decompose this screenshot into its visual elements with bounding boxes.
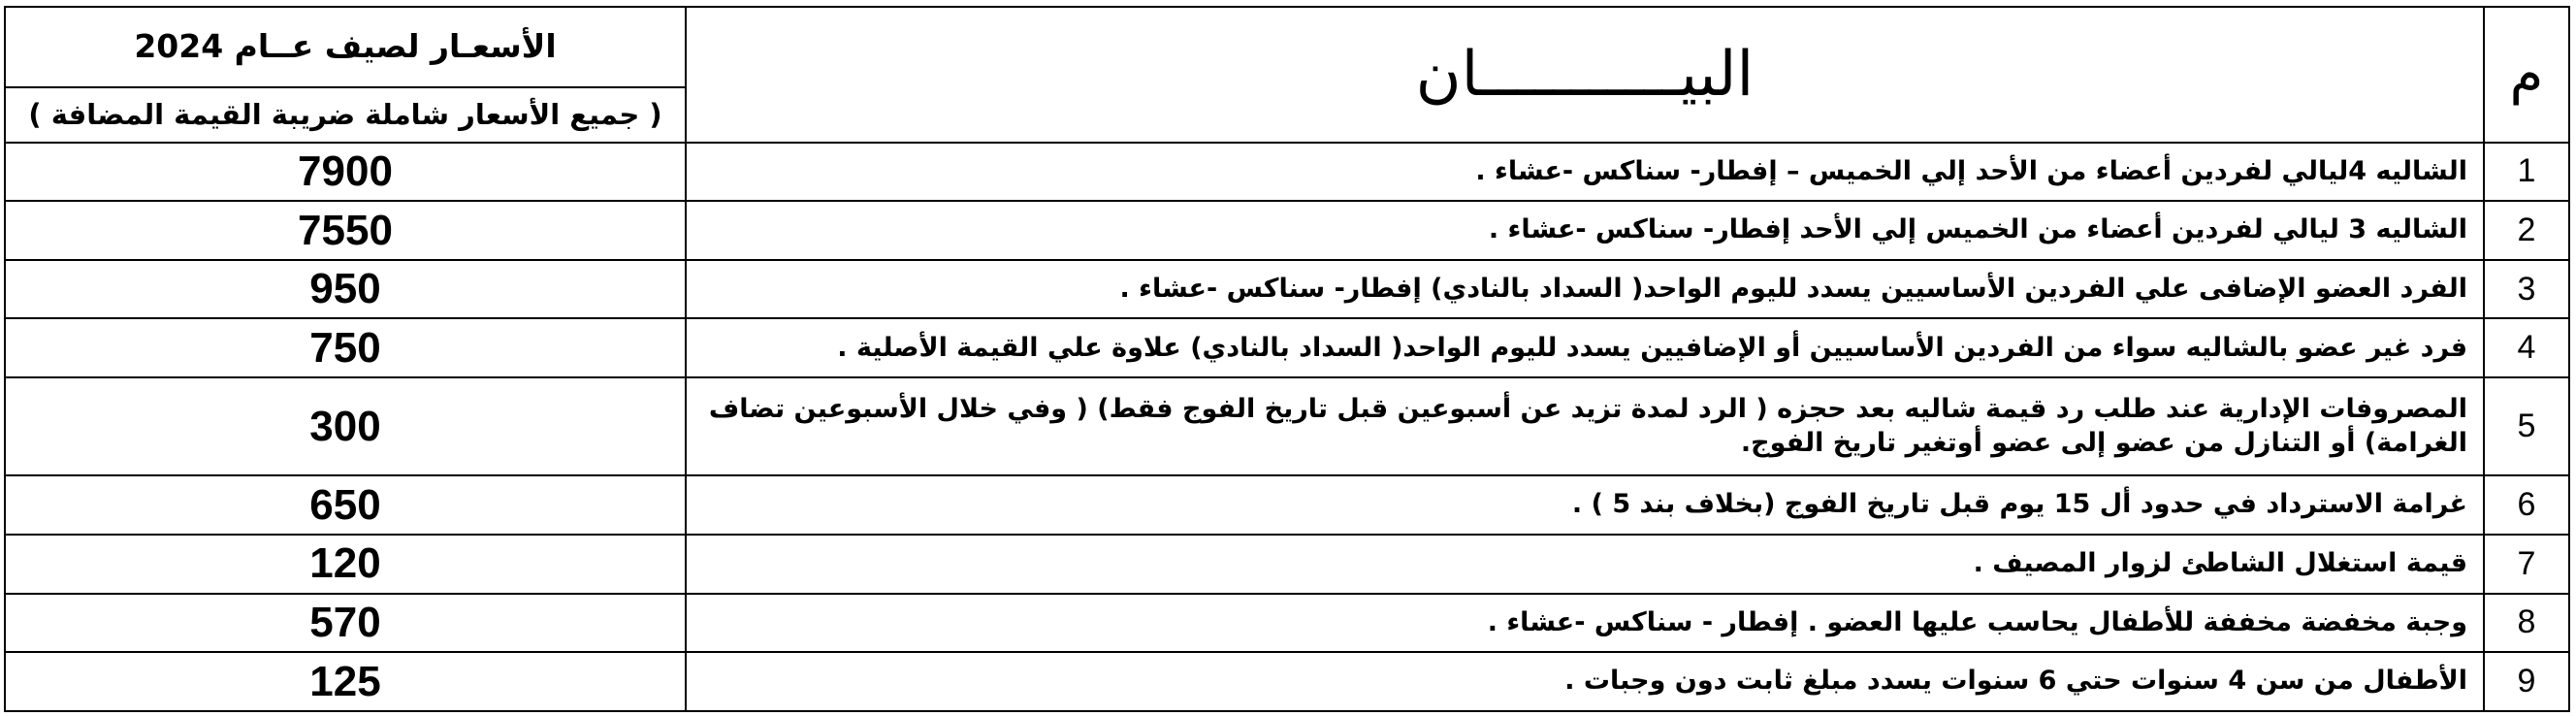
vat-note: ( جميع الأسعار شاملة ضريبة القيمة المضافة )	[5, 87, 686, 143]
table-row	[5, 143, 2569, 202]
row-number-cell: 7	[2484, 535, 2569, 594]
price-cell: 570	[5, 594, 686, 653]
table-row	[5, 652, 2569, 711]
table-row	[5, 318, 2569, 377]
price-cell: 300	[5, 377, 686, 475]
row-number-cell: 2	[2484, 201, 2569, 260]
price-cell: 950	[5, 260, 686, 319]
description-cell: قيمة استغلال الشاطئ لزوار المصيف .	[686, 535, 2484, 594]
description-column-title: البيـــــــــــان	[686, 7, 2484, 143]
price-cell: 125	[5, 652, 686, 711]
table-row	[5, 260, 2569, 319]
price-cell: 650	[5, 475, 686, 535]
description-cell: الأطفال من سن 4 سنوات حتي 6 سنوات يسدد مبلغ ثابت دون وجبات .	[686, 652, 2484, 711]
description-cell: وجبة مخفضة مخففة للأطفال يحاسب عليها العضو . إفطار - سناكس -عشاء .	[686, 594, 2484, 653]
price-cell: 750	[5, 318, 686, 377]
description-cell: الشاليه 3 ليالي لفردين أعضاء من الخميس إلي الأحد إفطار- سناكس -عشاء .	[686, 201, 2484, 260]
header-row	[5, 7, 2569, 87]
number-column-title: م	[2484, 7, 2569, 143]
table-row	[5, 201, 2569, 260]
row-number-cell: 3	[2484, 260, 2569, 319]
table-row	[5, 594, 2569, 653]
description-cell: الشاليه 4ليالي لفردين أعضاء من الأحد إلي الخميس – إفطار- سناكس -عشاء .	[686, 143, 2484, 202]
description-cell: غرامة الاسترداد في حدود أل 15 يوم قبل تاريخ الفوج (بخلاف بند 5 ) .	[686, 475, 2484, 535]
price-column-title: الأسعـار لصيف عــام 2024	[5, 7, 686, 87]
table-row	[5, 377, 2569, 475]
description-cell: الفرد العضو الإضافى علي الفردين الأساسيين يسدد لليوم الواحد( السداد بالنادي) إفطار- سناكس -عشاء .	[686, 260, 2484, 319]
row-number-cell: 4	[2484, 318, 2569, 377]
row-number-cell: 8	[2484, 594, 2569, 653]
row-number-cell: 6	[2484, 475, 2569, 535]
pricing-table	[4, 6, 2570, 712]
row-number-cell: 9	[2484, 652, 2569, 711]
price-cell: 7900	[5, 143, 686, 202]
table-row	[5, 475, 2569, 535]
description-cell: المصروفات الإدارية عند طلب رد قيمة شاليه بعد حجزه ( الرد لمدة تزيد عن أسبوعين قبل تاريخ الفوج فقط) ( وفي خلال الأسبوعين تضاف الغرامة) أو التنازل من عضو إلى عضو أوتغير تاريخ الفوج.	[686, 377, 2484, 475]
table-row	[5, 535, 2569, 594]
description-cell: فرد غير عضو بالشاليه سواء من الفردين الأساسيين أو الإضافيين يسدد لليوم الواحد( السداد بالنادي) علاوة علي القيمة الأصلية .	[686, 318, 2484, 377]
price-cell: 120	[5, 535, 686, 594]
row-number-cell: 5	[2484, 377, 2569, 475]
row-number-cell: 1	[2484, 143, 2569, 202]
price-cell: 7550	[5, 201, 686, 260]
